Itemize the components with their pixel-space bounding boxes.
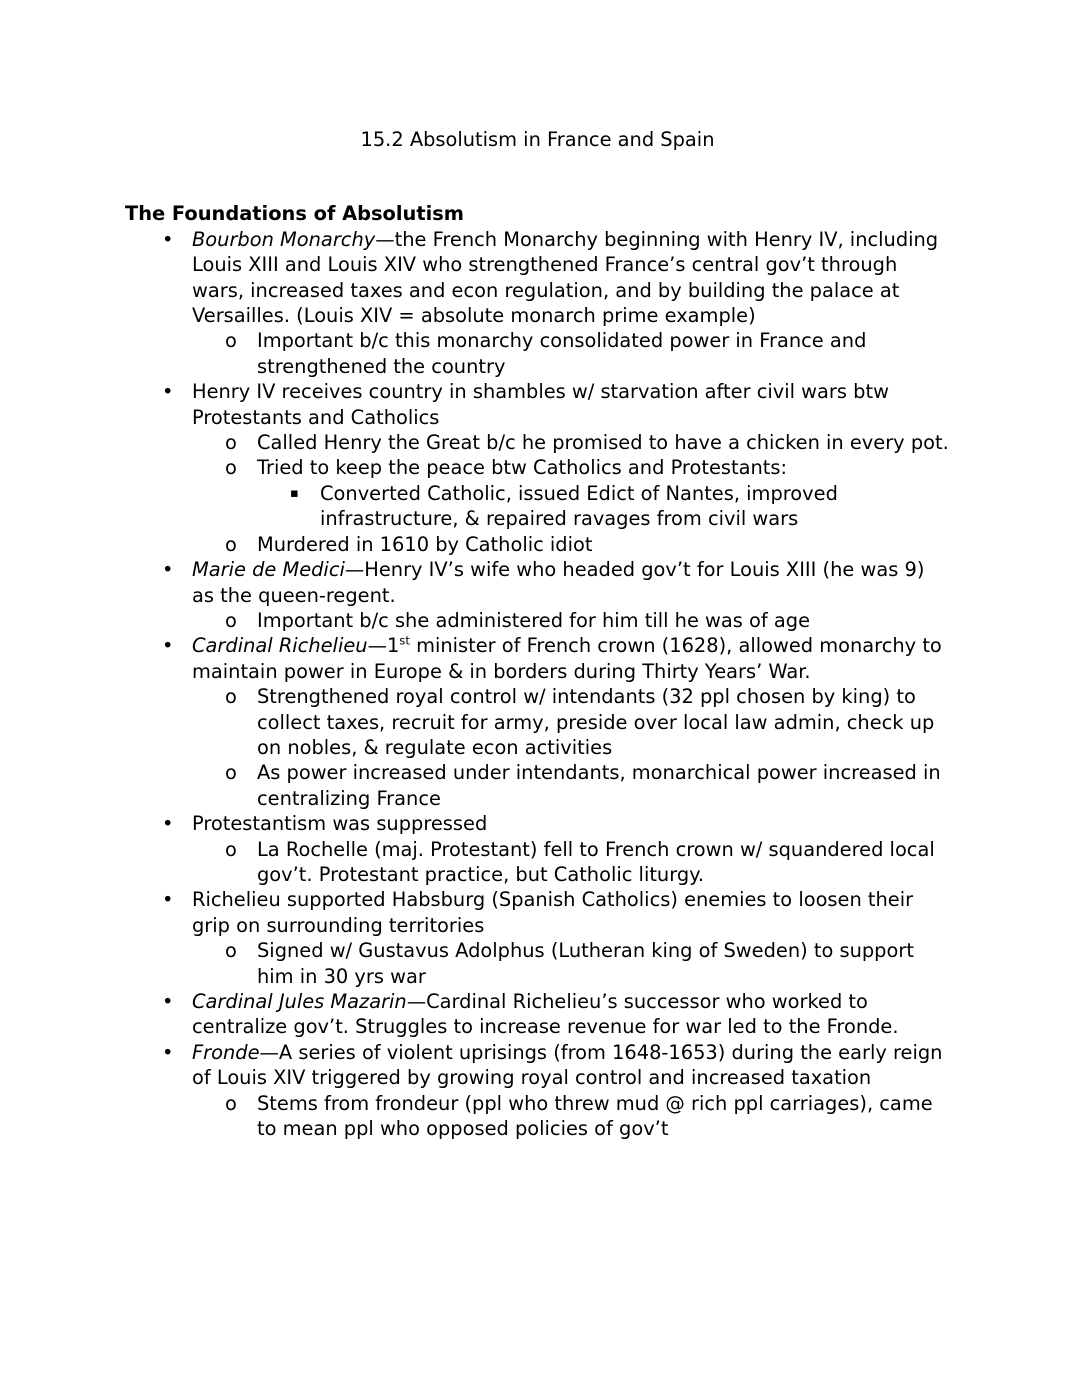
bullet-icon: • [162,812,174,836]
list-item [125,608,950,633]
list-item [125,760,950,811]
square-bullet-icon: ▪ [290,485,299,501]
list-item [125,1040,950,1091]
list-item-text: Cardinal Richelieu—1st minister of French crown (1628), allowed monarchy to maintain power in Europe & in borders during Thirty Years’ War. [192,633,942,683]
list-item-text: Bourbon Monarchy—the French Monarchy beginning with Henry IV, including Louis XIII and Louis XIV who strengthened France’s central gov’t through wars, increased taxes and econ regulation, and by building the palace at Versailles. (Louis XIV = absolute monarch prime example) [192,227,939,328]
circle-bullet-icon: o [225,456,237,480]
bullet-list [125,227,950,1142]
section-heading: The Foundations of Absolutism [125,202,464,226]
list-item-text: Murdered in 1610 by Catholic idiot [257,532,593,556]
list-item [125,532,950,557]
circle-bullet-icon: o [225,431,237,455]
list-item-text: Fronde—A series of violent uprisings (from 1648-1653) during the early reign of Louis XIV triggered by growing royal control and increased taxation [192,1040,943,1090]
bullet-icon: • [162,227,174,251]
list-item [125,837,950,888]
list-item [125,430,950,455]
list-item-text: Protestantism was suppressed [192,812,488,836]
circle-bullet-icon: o [225,939,237,963]
list-item-text: As power increased under intendants, monarchical power increased in centralizing France [257,761,941,810]
list-item-text: Marie de Medici—Henry IV’s wife who headed gov’t for Louis XIII (he was 9) as the queen-regent. [192,558,925,607]
list-item-text: Converted Catholic, issued Edict of Nantes, improved infrastructure, & repaired ravages from civil wars [320,481,838,531]
bullet-icon: • [162,380,174,404]
list-item [125,481,950,532]
list-item [125,989,950,1040]
page-title: 15.2 Absolutism in France and Spain [360,128,715,151]
circle-bullet-icon: o [225,761,237,785]
bullet-icon: • [162,1040,174,1064]
list-item-text: Signed w/ Gustavus Adolphus (Lutheran king of Sweden) to support him in 30 yrs war [257,939,914,988]
circle-bullet-icon: o [225,329,237,353]
list-item [125,1091,950,1142]
list-item [125,887,950,938]
bullet-icon: • [162,888,174,912]
bullet-icon: • [162,990,174,1013]
list-item-text: Strengthened royal control w/ intendants (32 ppl chosen by king) to collect taxes, recruit for army, preside over local law admin, check up on nobles, & regulate econ activities [257,685,935,759]
circle-bullet-icon: o [225,1091,237,1115]
list-item-text: Important b/c this monarchy consolidated power in France and strengthened the country [257,329,867,378]
circle-bullet-icon: o [225,608,237,632]
list-item-text: Stems from frondeur (ppl who threw mud @ rich ppl carriages), came to mean ppl who opposed policies of gov’t [257,1091,933,1141]
list-item-text: Important b/c she administered for him till he was of age [257,608,811,632]
circle-bullet-icon: o [225,532,237,556]
list-item [125,227,950,329]
list-item-text: Tried to keep the peace btw Catholics and Protestants: [257,456,787,480]
list-item [125,938,950,989]
list-item [125,811,950,836]
list-item-text: Cardinal Jules Mazarin—Cardinal Richelieu’s successor who worked to centralize gov’t. Struggles to increase revenue for war led to the Fronde. [192,990,899,1039]
circle-bullet-icon: o [225,685,237,709]
list-item [125,684,950,760]
list-item [125,633,950,684]
list-item [125,379,950,430]
list-item [125,328,950,379]
list-item-text: Richelieu supported Habsburg (Spanish Catholics) enemies to loosen their grip on surrounding territories [192,888,914,937]
list-item-text: Henry IV receives country in shambles w/ starvation after civil wars btw Protestants and Catholics [192,380,889,429]
circle-bullet-icon: o [225,837,237,861]
bullet-icon: • [162,558,174,582]
bullet-icon: • [162,634,174,658]
list-item-text: La Rochelle (maj. Protestant) fell to French crown w/ squandered local gov’t. Protestant practice, but Catholic liturgy. [257,837,935,886]
list-item [125,455,950,480]
list-item-text: Called Henry the Great b/c he promised to have a chicken in every pot. [257,431,949,455]
list-item [125,557,950,608]
